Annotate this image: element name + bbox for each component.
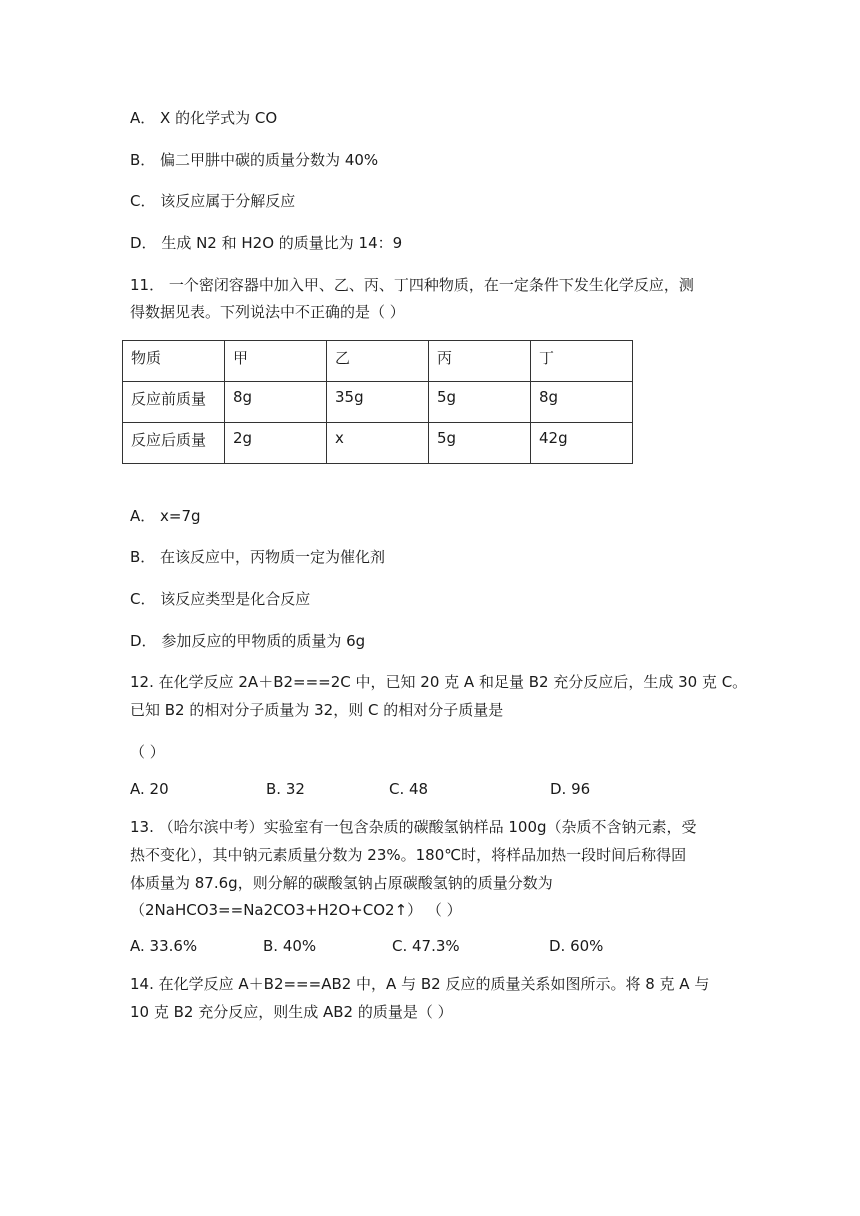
q12-stem-line1: 12. 在化学反应 2A＋B2===2C 中，已知 20 克 A 和足量 B2 充分反应后，生成 30 克 C。 [130, 673, 748, 691]
q13-option-d: D. 60% [549, 937, 604, 955]
q14-stem-line2: 10 克 B2 充分反应，则生成 AB2 的质量是（ ） [130, 1003, 453, 1021]
table-cell: 5g [429, 423, 531, 464]
q12-stem-line3: （ ） [130, 743, 165, 761]
table-cell: 35g [327, 382, 429, 423]
q11-stem-line2: 得数据见表。下列说法中不正确的是（ ） [130, 303, 405, 321]
q13-option-a: A. 33.6% [130, 937, 198, 955]
table-cell: 5g [429, 382, 531, 423]
table-cell: 物质 [123, 341, 225, 382]
q11-option-c: C． 该反应类型是化合反应 [130, 590, 311, 608]
table-row [123, 382, 633, 423]
table-cell: 丁 [531, 341, 633, 382]
table-cell: 反应前质量 [123, 382, 225, 423]
q14-stem-line1: 14. 在化学反应 A＋B2===AB2 中，A 与 B2 反应的质量关系如图所示。将 8 克 A 与 [130, 975, 710, 993]
q12-option-a: A. 20 [130, 780, 169, 798]
q11-option-a: A． x=7g [130, 507, 201, 525]
q13-stem-line2: 热不变化），其中钠元素质量分数为 23%。180℃时，将样品加热一段时间后称得固 [130, 846, 687, 864]
table-cell: 8g [225, 382, 327, 423]
table-cell: 8g [531, 382, 633, 423]
table-cell: 2g [225, 423, 327, 464]
q12-option-b: B. 32 [266, 780, 305, 798]
table-row [123, 423, 633, 464]
q12-option-d: D. 96 [550, 780, 591, 798]
q11-stem-line1: 11． 一个密闭容器中加入甲、乙、丙、丁四种物质，在一定条件下发生化学反应，测 [130, 276, 694, 294]
q13-option-b: B. 40% [263, 937, 317, 955]
table-row [123, 341, 633, 382]
q10-option-a: A． X 的化学式为 CO [130, 109, 278, 127]
q12-stem-line2: 已知 B2 的相对分子质量为 32，则 C 的相对分子质量是 [130, 701, 504, 719]
q13-stem-line1: 13. （哈尔滨中考）实验室有一包含杂质的碳酸氢钠样品 100g（杂质不含钠元素，受 [130, 818, 697, 836]
table-cell: 反应后质量 [123, 423, 225, 464]
table-cell: 42g [531, 423, 633, 464]
q11-option-d: D． 参加反应的甲物质的质量为 6g [130, 632, 366, 650]
q13-stem-line3: 体质量为 87.6g，则分解的碳酸氢钠占原碳酸氢钠的质量分数为 [130, 874, 553, 892]
q11-data-table [122, 340, 633, 464]
q10-option-b: B． 偏二甲肼中碳的质量分数为 40% [130, 151, 379, 169]
table-cell: x [327, 423, 429, 464]
q13-option-c: C. 47.3% [392, 937, 460, 955]
q11-option-b: B． 在该反应中，丙物质一定为催化剂 [130, 548, 386, 566]
table-cell: 甲 [225, 341, 327, 382]
table-cell: 乙 [327, 341, 429, 382]
q12-option-c: C. 48 [389, 780, 429, 798]
table-cell: 丙 [429, 341, 531, 382]
q10-option-c: C． 该反应属于分解反应 [130, 192, 296, 210]
q13-stem-line4: （2NaHCO3==Na2CO3+H2O+CO2↑） （ ） [130, 901, 462, 919]
q10-option-d: D． 生成 N2 和 H2O 的质量比为 14：9 [130, 234, 403, 252]
